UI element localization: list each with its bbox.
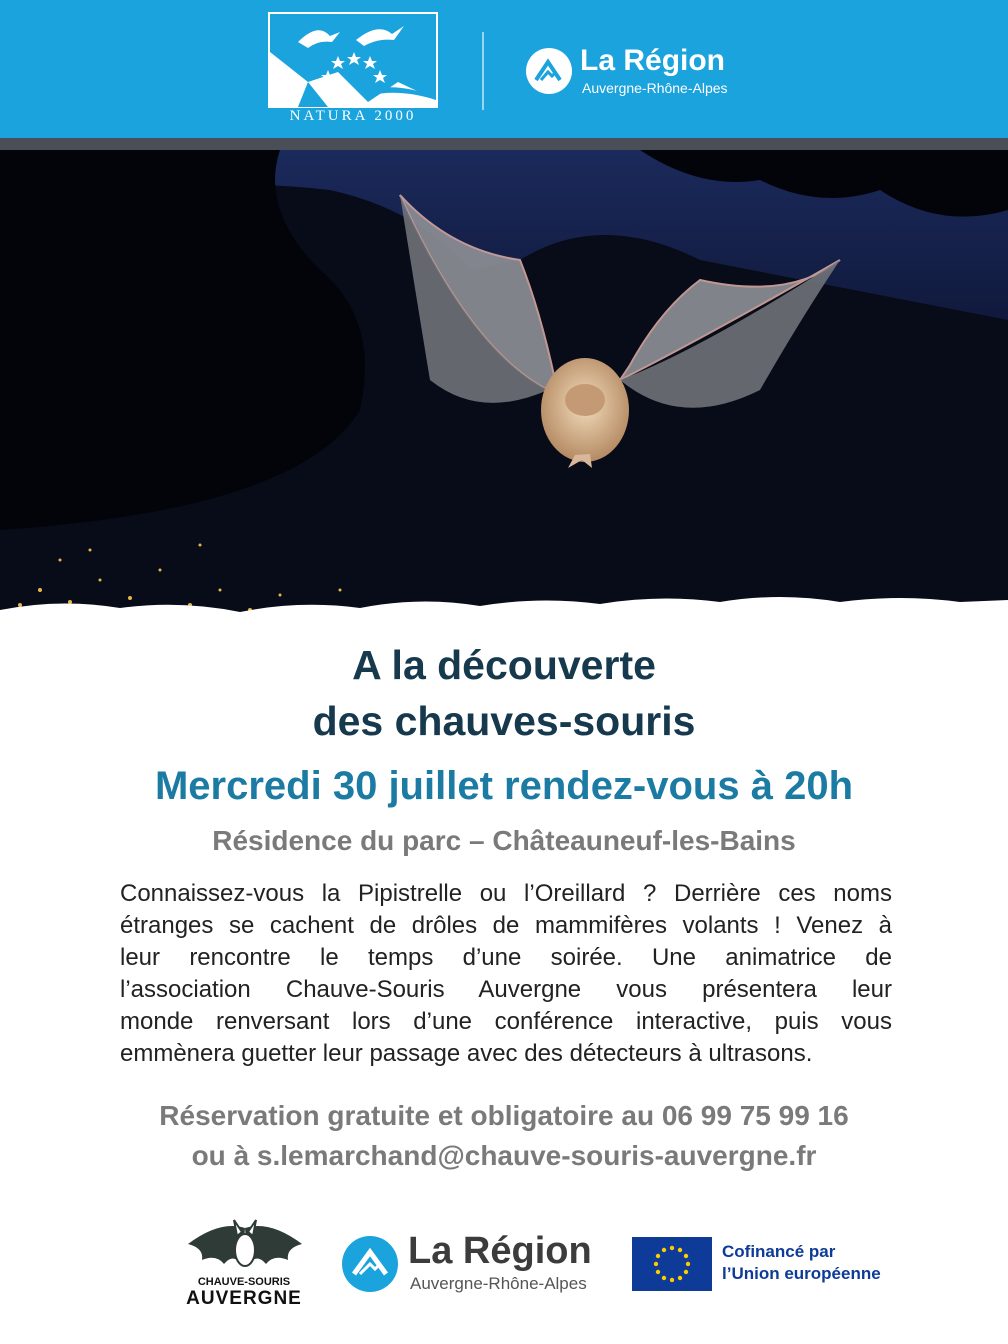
region-title: La Région bbox=[580, 44, 726, 77]
region-mountain-icon bbox=[526, 48, 572, 94]
region-mountain-icon bbox=[342, 1236, 398, 1292]
description-line: étranges se cachent de drôles de mammifères volants ! Venez à bbox=[120, 912, 892, 939]
region-subtitle: Auvergne-Rhône-Alpes bbox=[410, 1274, 587, 1293]
eu-cofunded-line2: l’Union européenne bbox=[722, 1264, 881, 1283]
description-line: leur rencontre le temps d’une soirée. Une animatrice de bbox=[120, 944, 892, 971]
region-subtitle: Auvergne-Rhône-Alpes bbox=[582, 80, 728, 96]
region-logo-header bbox=[526, 42, 756, 102]
header-banner bbox=[0, 0, 1008, 138]
event-date: Mercredi 30 juillet rendez-vous à 20h bbox=[154, 764, 854, 808]
eu-cofunded-line1: Cofinancé par bbox=[722, 1242, 836, 1261]
csa-label-line1: CHAUVE-SOURIS bbox=[197, 1276, 291, 1288]
eu-flag-icon bbox=[632, 1237, 712, 1291]
bat-photo bbox=[0, 150, 1008, 625]
natura-label: NATURA 2000 bbox=[289, 108, 417, 124]
photo-top-band bbox=[0, 138, 1008, 150]
description-line: monde renversant lors d’une conférence interactive, puis vous bbox=[120, 1008, 892, 1035]
description-line: Connaissez-vous la Pipistrelle ou l’Oreillard ? Derrière ces noms bbox=[120, 880, 892, 907]
header-divider bbox=[482, 32, 484, 110]
reservation-email[interactable]: ou à s.lemarchand@chauve-souris-auvergne.fr bbox=[191, 1140, 817, 1171]
reservation-phone: Réservation gratuite et obligatoire au 06 99 75 99 16 bbox=[159, 1100, 849, 1131]
event-place: Résidence du parc – Châteauneuf-les-Bains bbox=[212, 825, 796, 856]
description-line: l’association Chauve-Souris Auvergne vous présentera leur bbox=[120, 976, 892, 1003]
csa-label-line2: AUVERGNE bbox=[186, 1288, 302, 1309]
region-title: La Région bbox=[408, 1230, 592, 1272]
event-title-line1: A la découverte bbox=[352, 642, 656, 688]
description-line: emmènera guetter leur passage avec des détecteurs à ultrasons. bbox=[120, 1040, 813, 1067]
event-title-line2: des chauves-souris bbox=[312, 698, 696, 744]
region-logo-footer bbox=[340, 1230, 610, 1300]
